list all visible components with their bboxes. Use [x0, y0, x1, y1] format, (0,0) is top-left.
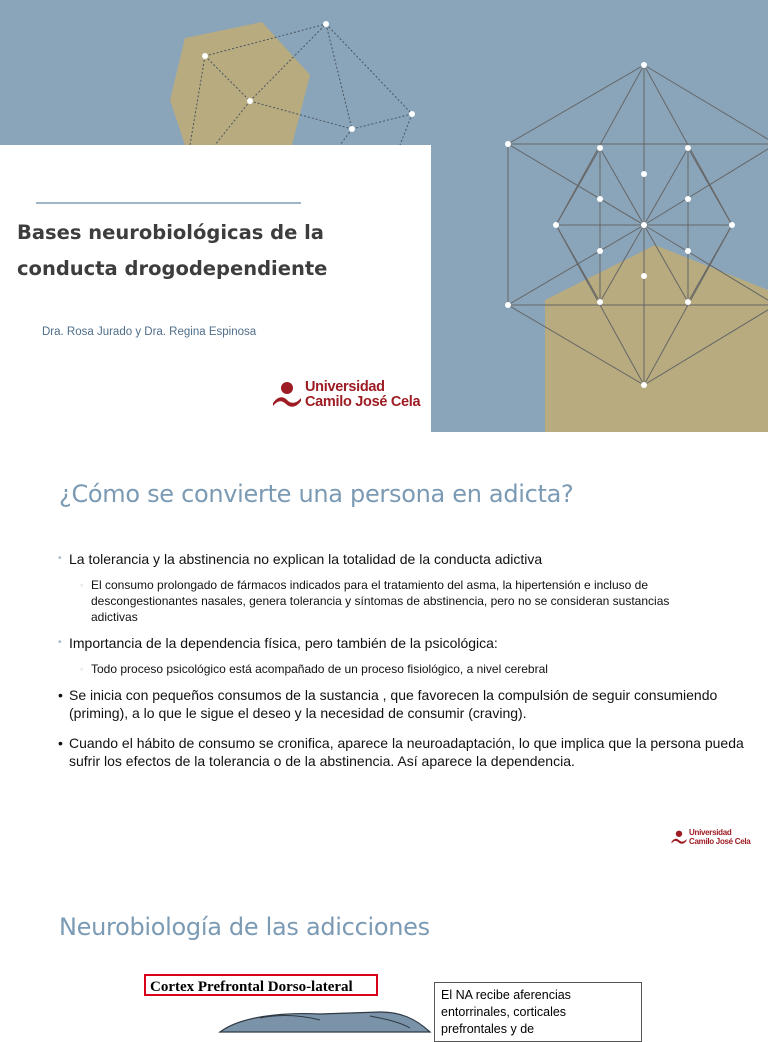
bullet-text: Importancia de la dependencia física, pero también de la psicológica:: [69, 635, 498, 651]
bullet-marker: •: [58, 637, 62, 648]
slide-heading: Neurobiología de las adicciones: [59, 913, 430, 941]
title-panel: [0, 145, 431, 432]
figure-label: Cortex Prefrontal Dorso-lateral: [144, 974, 378, 996]
neurobiology-slide: [0, 864, 768, 1036]
bullet-text: Se inicia con pequeños consumos de la sustancia , que favorecen la compulsión de seguir consumiendo (priming), a lo que le sigue el deseo y la necesidad de consumir (craving).: [69, 687, 718, 721]
title-slide: [0, 0, 768, 432]
logo-line-1: Universidad: [305, 379, 385, 395]
university-logo-text: [689, 829, 750, 846]
bullet-text: La tolerancia y la abstinencia no explican la totalidad de la conducta adictiva: [69, 551, 543, 567]
university-logo-mark: [671, 830, 687, 845]
note-line: El NA recibe aferencias: [441, 988, 571, 1002]
bullet-item: [58, 550, 748, 568]
university-logo-small: [671, 829, 750, 846]
bullet-item: [58, 634, 748, 652]
bullet-marker: •: [58, 735, 63, 751]
title-divider: [36, 202, 301, 204]
university-logo-text: [305, 380, 420, 410]
slide-heading: ¿Cómo se convierte una persona en adicta?: [59, 480, 574, 508]
title-line-2: conducta drogodependiente: [17, 257, 328, 280]
bullet-item: [58, 686, 748, 722]
presentation-title: [17, 215, 417, 287]
sub-bullet-marker: ◦: [80, 664, 84, 674]
sub-bullet-item: [80, 661, 710, 677]
title-line-1: Bases neurobiológicas de la: [17, 221, 324, 244]
logo-line-2: Camilo José Cela: [305, 394, 421, 410]
bullet-marker: •: [58, 553, 62, 564]
note-box: [434, 982, 642, 1042]
authors: Dra. Rosa Jurado y Dra. Regina Espinosa: [42, 326, 257, 338]
addiction-slide: [0, 432, 768, 864]
sub-bullet-marker: ◦: [80, 580, 84, 590]
bullet-item: [58, 734, 748, 770]
note-line: entorrinales, corticales: [441, 1005, 567, 1019]
sub-bullet-text: El consumo prolongado de fármacos indicados para el tratamiento del asma, la hipertensión e incluso de descongestionantes nasales, genera tolerancia y síntomas de abstinencia, pero no se consideran sustancias adictivas: [91, 578, 670, 624]
logo-line-2: Camilo José Cela: [689, 836, 751, 846]
note-line: prefrontales y de: [441, 1022, 535, 1036]
university-logo: [272, 380, 420, 410]
sub-bullet-item: [80, 577, 710, 625]
university-logo-mark: [272, 381, 302, 409]
bullet-marker: •: [58, 687, 63, 703]
sub-bullet-text: Todo proceso psicológico está acompañado de un proceso fisiológico, a nivel cerebral: [91, 662, 548, 676]
bullet-text: Cuando el hábito de consumo se cronifica, aparece la neuroadaptación, lo que implica que la persona pueda sufrir los efectos de la tolerancia o de la abstinencia. Así aparece la dependencia.: [69, 735, 744, 769]
logo-line-1: Universidad: [689, 828, 732, 837]
brain-illustration: [220, 992, 440, 1032]
